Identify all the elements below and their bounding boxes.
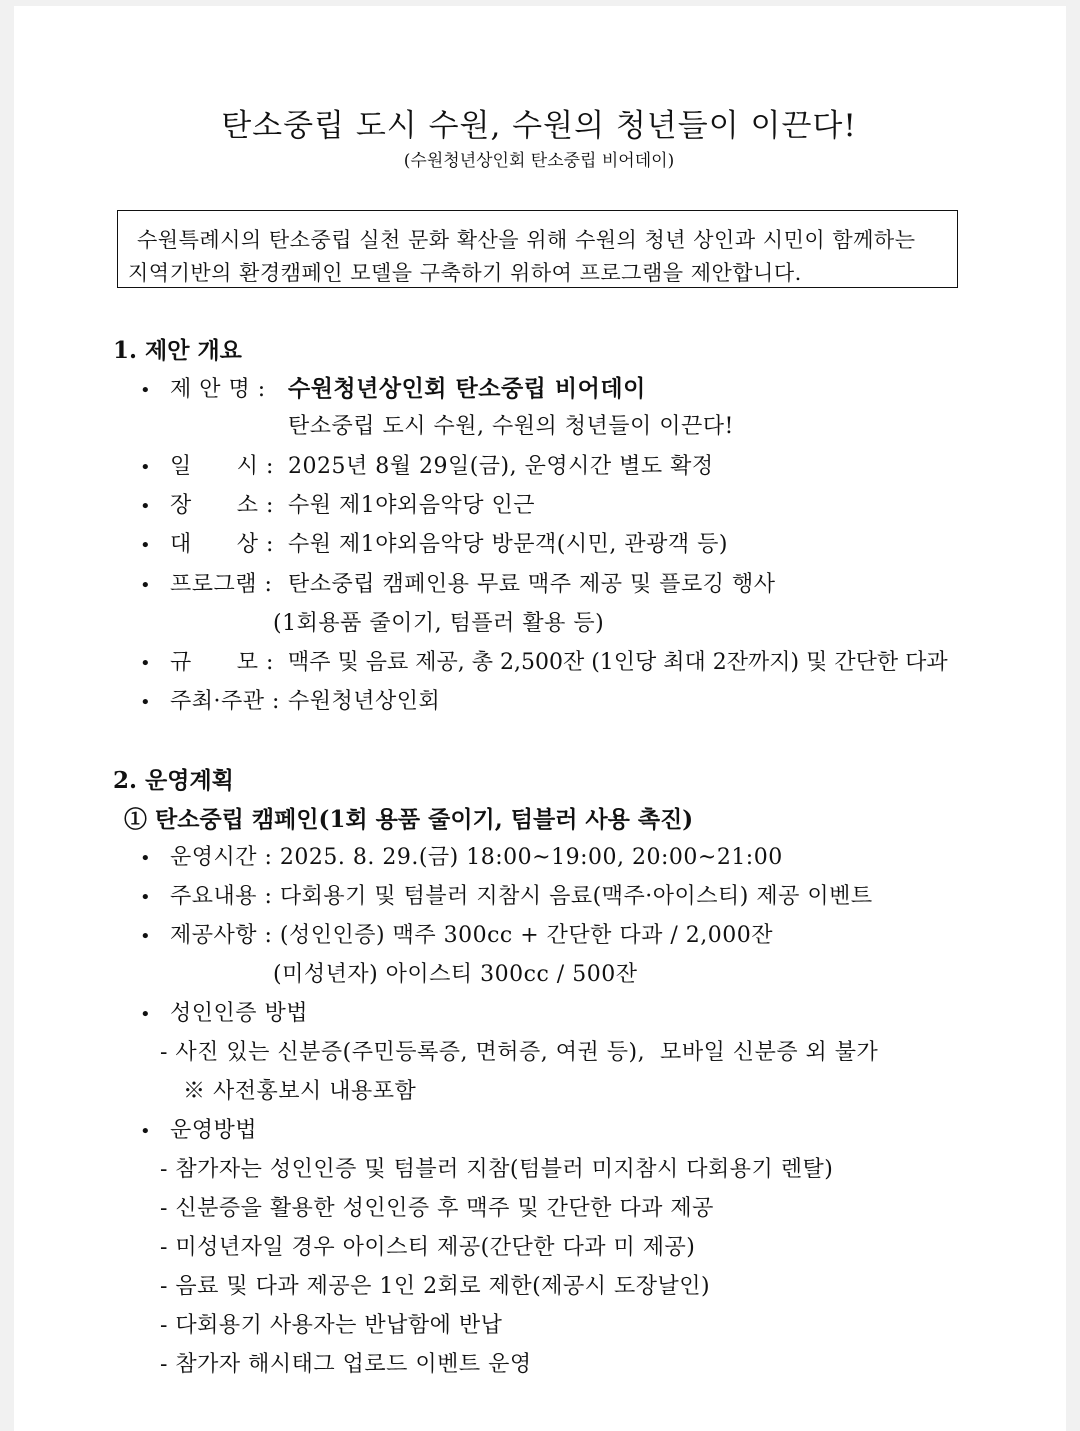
list-item xyxy=(140,1113,257,1144)
bullet: • xyxy=(140,848,152,869)
item-label: 주최·주관 : xyxy=(170,689,280,714)
list-item xyxy=(140,918,773,949)
item-label: 규 모 : xyxy=(170,650,274,675)
list-item xyxy=(140,372,266,403)
bullet: • xyxy=(140,1004,152,1025)
item-value-title: 수원청년상인회 탄소중립 비어데이 xyxy=(288,375,646,402)
bullet: • xyxy=(140,926,152,947)
page-subtitle: (수원청년상인회 탄소중립 비어데이) xyxy=(403,151,675,171)
intro-line-1: 수원특례시의 탄소중립 실천 문화 확산을 위해 수원의 청년 상인과 시민이 함께하는 xyxy=(137,228,916,252)
sub-item: - 음료 및 다과 제공은 1인 2회로 제한(제공시 도장날인) xyxy=(160,1274,711,1299)
sub-item: - 참가자 해시태그 업로드 이벤트 운영 xyxy=(160,1352,532,1377)
list-item xyxy=(140,527,274,558)
item-value: 수원 제1야외음악당 인근 xyxy=(288,493,536,518)
list-item xyxy=(140,879,873,910)
page-title: 탄소중립 도시 수원, 수원의 청년들이 이끈다! xyxy=(221,108,857,144)
list-item xyxy=(140,488,274,519)
item-text: 제공사항 : (성인인증) 맥주 300cc + 간단한 다과 / 2,000잔 xyxy=(170,923,774,948)
bullet: • xyxy=(140,496,152,517)
bullet: • xyxy=(140,575,152,596)
bullet: • xyxy=(140,653,152,674)
note: ※ 사전홍보시 내용포함 xyxy=(183,1079,417,1104)
item-value: 2025년 8월 29일(금), 운영시간 별도 확정 xyxy=(288,454,714,479)
list-item xyxy=(140,684,280,715)
bullet: • xyxy=(140,692,152,713)
bullet: • xyxy=(140,887,152,908)
list-item xyxy=(140,645,274,676)
section2-subheading: ① 탄소중립 캠페인(1회 용품 줄이기, 텀블러 사용 촉진) xyxy=(124,806,694,833)
item-value: 탄소중립 캠페인용 무료 맥주 제공 및 플로깅 행사 xyxy=(288,572,776,597)
sub-item: - 신분증을 활용한 성인인증 후 맥주 및 간단한 다과 제공 xyxy=(160,1196,714,1221)
section1-heading: 1. 제안 개요 xyxy=(113,337,242,364)
item-label: 제 안 명 : xyxy=(170,377,266,402)
sub-item: - 미성년자일 경우 아이스티 제공(간단한 다과 미 제공) xyxy=(160,1235,696,1260)
item-value: 수원 제1야외음악당 방문객(시민, 관광객 등) xyxy=(288,532,728,557)
bullet: • xyxy=(140,380,152,401)
section2-heading: 2. 운영계획 xyxy=(113,767,234,794)
item-text: 성인인증 방법 xyxy=(170,1001,309,1026)
bullet: • xyxy=(140,1121,152,1142)
item-label: 프로그램 : xyxy=(170,572,273,597)
item-value: 맥주 및 음료 제공, 총 2,500잔 (1인당 최대 2잔까지) 및 간단한 다과 xyxy=(288,650,948,675)
item-label: 대 상 : xyxy=(170,532,274,557)
item-continuation: (미성년자) 아이스티 300cc / 500잔 xyxy=(273,962,638,987)
sub-item: - 사진 있는 신분증(주민등록증, 면허증, 여권 등), 모바일 신분증 외 불가 xyxy=(160,1040,879,1065)
bullet: • xyxy=(140,457,152,478)
sub-item: - 참가자는 성인인증 및 텀블러 지참(텀블러 미지참시 다회용기 렌탈) xyxy=(160,1157,834,1182)
item-text: 운영방법 xyxy=(170,1118,258,1143)
item-label: 일 시 : xyxy=(170,454,274,479)
sub-item: - 다회용기 사용자는 반납함에 반납 xyxy=(160,1313,503,1338)
item-value: 수원청년상인회 xyxy=(288,689,441,714)
item-label: 장 소 : xyxy=(170,493,274,518)
list-item xyxy=(140,567,272,598)
intro-line-2: 지역기반의 환경캠페인 모델을 구축하기 위하여 프로그램을 제안합니다. xyxy=(128,261,802,285)
item-text: 주요내용 : 다회용기 및 텀블러 지참시 음료(맥주·아이스티) 제공 이벤트 xyxy=(170,884,873,909)
item-value-continuation: (1회용품 줄이기, 텀플러 활용 등) xyxy=(273,611,605,636)
list-item xyxy=(140,449,274,480)
list-item xyxy=(140,840,783,871)
bullet: • xyxy=(140,535,152,556)
list-item xyxy=(140,996,308,1027)
item-text: 운영시간 : 2025. 8. 29.(금) 18:00~19:00, 20:00~21:00 xyxy=(170,845,783,870)
item-value-continuation: 탄소중립 도시 수원, 수원의 청년들이 이끈다! xyxy=(288,414,734,439)
